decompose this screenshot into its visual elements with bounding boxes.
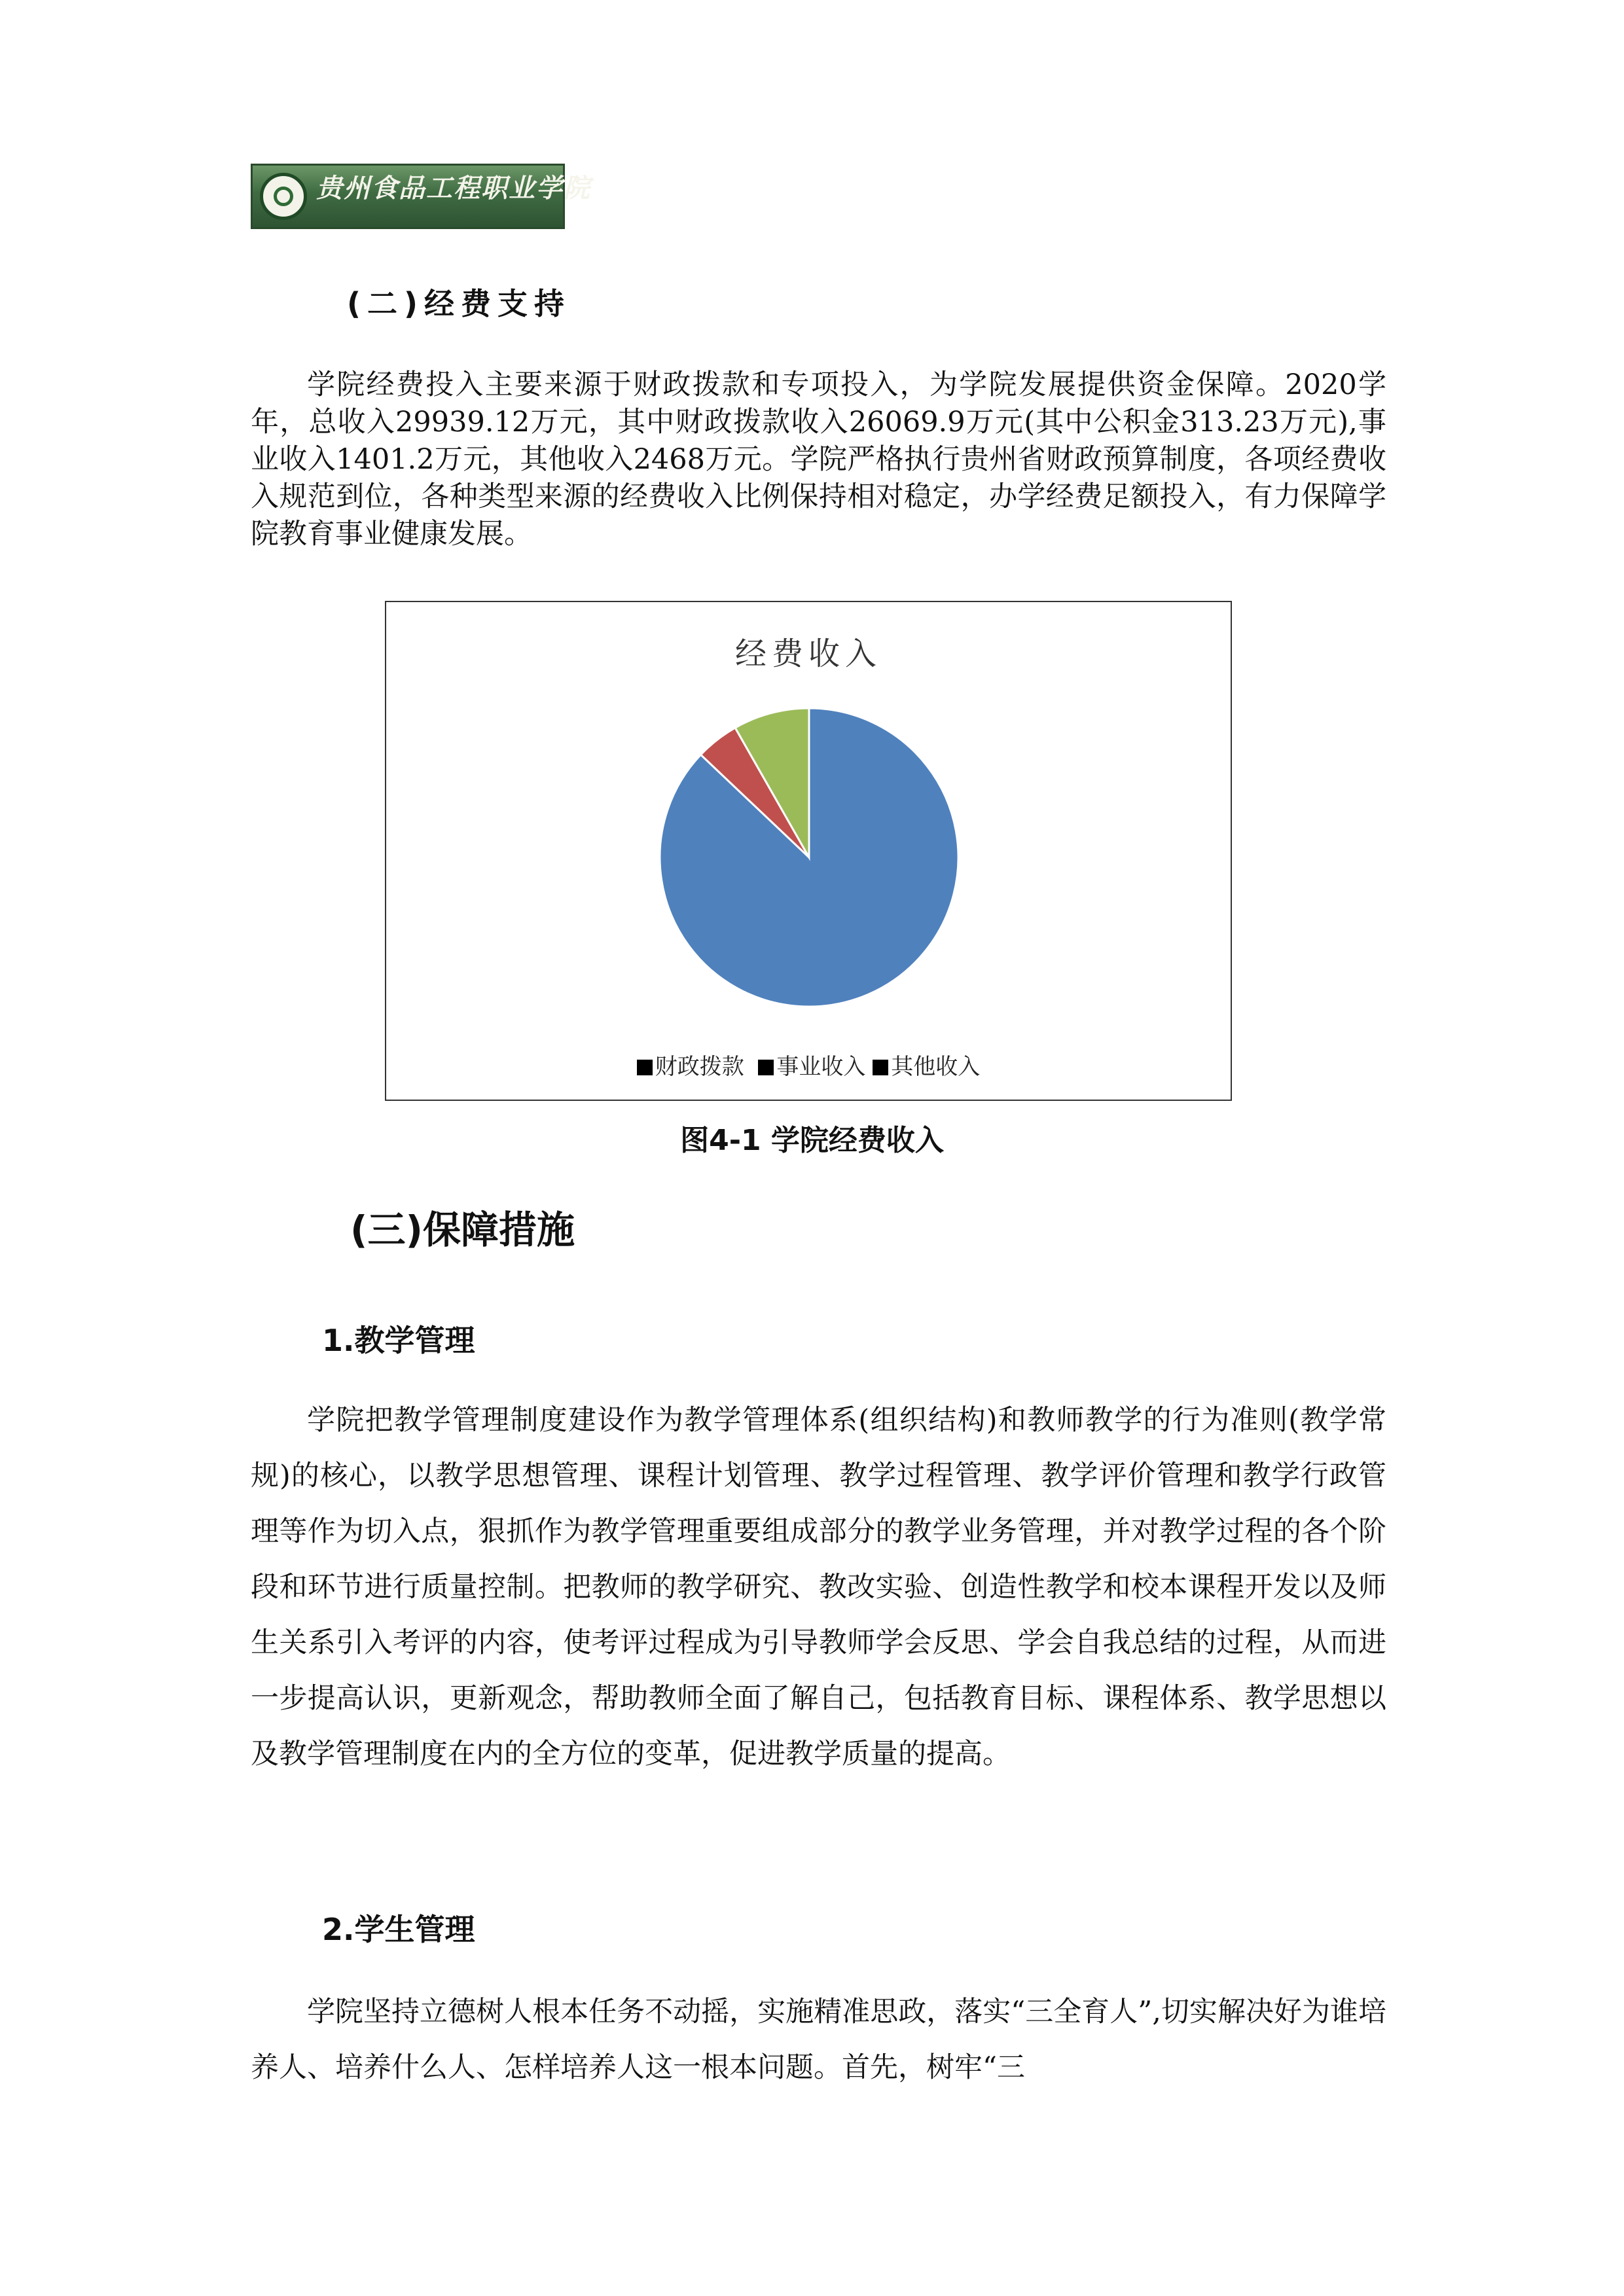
- section-heading-funding: (二)经费支持: [347, 286, 571, 321]
- school-seal-icon: [260, 173, 307, 220]
- legend-label-1: 事业收入: [776, 1054, 866, 1080]
- legend-label-0: 财政拨款: [655, 1054, 744, 1080]
- legend-swatch-0: [637, 1060, 653, 1075]
- student-management-paragraph: 学院坚持立德树人根本任务不动摇，实施精准思政，落实“三全育人”,切实解决好为谁培养人、培养什么人、怎样培养人这一根本问题。首先，树牢“三: [251, 1996, 1386, 2084]
- section-heading-measures: (三)保障措施: [350, 1208, 575, 1252]
- legend-label-2: 其他收入: [891, 1054, 981, 1080]
- school-name: 贵州食品工程职业学院: [316, 173, 591, 204]
- legend-swatch-1: [758, 1060, 774, 1075]
- school-logo: [251, 164, 591, 229]
- pie-chart-frame: [385, 601, 1232, 1101]
- legend-item-2: [873, 1049, 980, 1081]
- figure-caption: 图4-1 学院经费收入: [680, 1124, 944, 1157]
- subheading-student-management: 2.学生管理: [322, 1912, 475, 1947]
- legend-item-1: [751, 1049, 866, 1081]
- chart-title: 经费收入: [734, 636, 882, 672]
- funding-paragraph: 学院经费投入主要来源于财政拨款和专项投入，为学院发展提供资金保障。2020学年，总收入29939.12万元，其中财政拨款收入26069.9万元(其中公积金313.23万元),事业收入1401.2万元，其他收入2468万元。学院严格执行贵州省财政预算制度，各项经费收入规范到位，各种类型来源的经费收入比例保持相对稳定，办学经费足额投入，有力保障学院教育事业健康发展。: [251, 368, 1386, 550]
- chart-legend: [386, 1049, 1231, 1081]
- legend-item-0: [637, 1049, 744, 1081]
- subheading-teaching-management: 1.教学管理: [322, 1323, 475, 1358]
- pie-chart: [386, 602, 1231, 1100]
- legend-swatch-2: [873, 1060, 888, 1075]
- teaching-management-paragraph: 学院把教学管理制度建设作为教学管理体系(组织结构)和教师教学的行为准则(教学常规)的核心，以教学思想管理、课程计划管理、教学过程管理、教学评价管理和教学行政管理等作为切入点，狠抓作为教学管理重要组成部分的教学业务管理，并对教学过程的各个阶段和环节进行质量控制。把教师的教学研究、教改实验、创造性教学和校本课程开发以及师生关系引入考评的内容，使考评过程成为引导教师学会反思、学会自我总结的过程，从而进一步提高认识，更新观念，帮助教师全面了解自己，包括教育目标、课程体系、教学思想以及教学管理制度在内的全方位的变革，促进教学质量的提高。: [251, 1404, 1386, 1770]
